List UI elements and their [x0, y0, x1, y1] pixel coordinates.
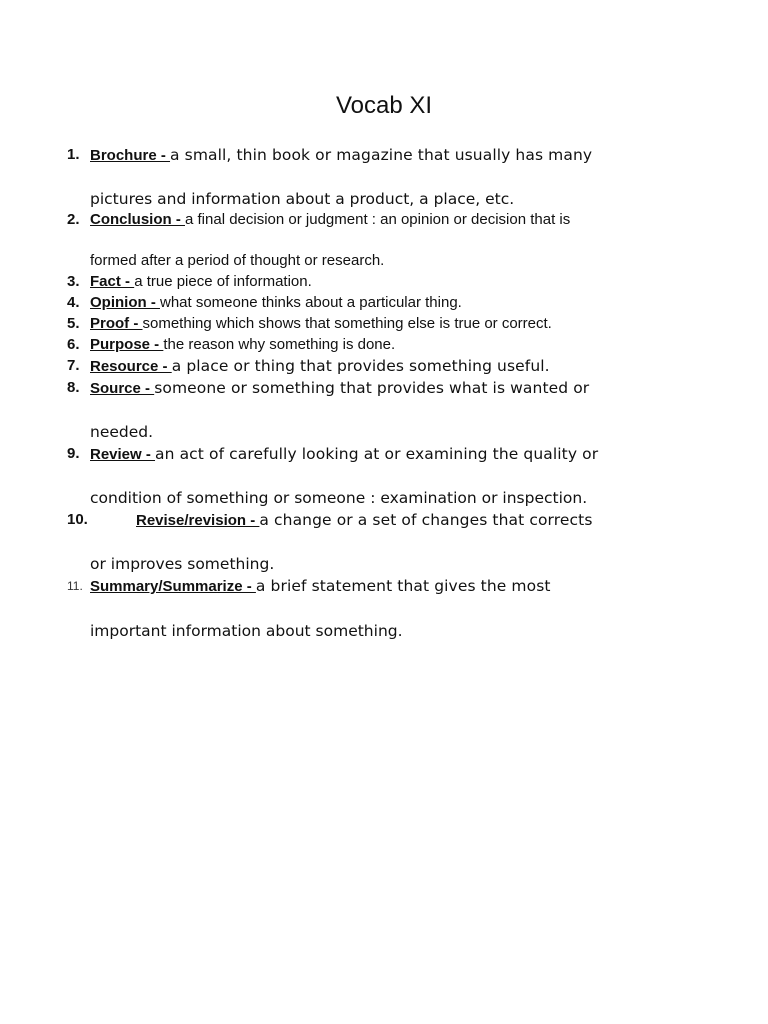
item-number: 10. — [67, 511, 88, 528]
vocab-item-revise-revision-continuation — [0, 553, 768, 575]
item-term: Proof - — [90, 315, 143, 332]
item-definition: a brief statement that gives the most — [255, 577, 551, 595]
item-definition-continuation: or improves something. — [90, 555, 275, 573]
vocab-item-source — [0, 377, 768, 399]
item-number: 6. — [67, 336, 80, 353]
item-term: Review - — [90, 446, 156, 463]
item-term: Conclusion - — [90, 211, 185, 228]
item-number: 7. — [67, 357, 80, 374]
item-term: Fact - — [90, 273, 135, 290]
vocab-item-summary-summarize — [0, 575, 768, 597]
item-definition-continuation: important information about something. — [90, 622, 403, 640]
item-definition: the reason why something is done. — [163, 336, 396, 353]
item-definition: something which shows that something else is true or correct. — [142, 315, 552, 332]
item-definition-continuation: needed. — [90, 423, 154, 441]
vocab-item-brochure — [0, 144, 768, 166]
item-term: Opinion - — [90, 294, 160, 311]
vocab-item-conclusion — [0, 209, 768, 231]
vocab-item-resource — [0, 355, 768, 377]
item-definition: a place or thing that provides something useful. — [171, 357, 550, 375]
item-term: Summary/Summarize - — [90, 578, 256, 595]
item-number: 9. — [67, 445, 80, 462]
vocab-item-review-continuation — [0, 487, 768, 509]
item-definition-continuation: pictures and information about a product, a place, etc. — [90, 190, 515, 208]
item-definition: a change or a set of changes that corrects — [259, 511, 593, 529]
item-definition-continuation: formed after a period of thought or research. — [90, 252, 385, 269]
vocab-item-review — [0, 443, 768, 465]
vocab-item-proof — [0, 313, 768, 335]
item-definition: an act of carefully looking at or examining the quality or — [155, 445, 599, 463]
item-number: 3. — [67, 273, 80, 290]
item-definition: a small, thin book or magazine that usually has many — [170, 146, 593, 164]
vocab-item-brochure-continuation — [0, 188, 768, 210]
vocab-item-revise-revision — [0, 509, 768, 531]
item-number: 1. — [67, 146, 80, 163]
item-term: Revise/revision - — [136, 512, 260, 529]
vocab-item-conclusion-continuation — [0, 250, 768, 272]
item-term: Source - — [90, 380, 155, 397]
item-number: 11. — [67, 579, 83, 593]
item-term: Brochure - — [90, 147, 171, 164]
item-number: 5. — [67, 315, 80, 332]
item-number: 2. — [67, 211, 80, 228]
item-term: Resource - — [90, 358, 172, 375]
item-definition: what someone thinks about a particular thing. — [159, 294, 462, 311]
item-definition-continuation: condition of something or someone : examination or inspection. — [90, 489, 588, 507]
item-number: 8. — [67, 379, 80, 396]
vocab-item-source-continuation — [0, 421, 768, 443]
item-definition: a true piece of information. — [134, 273, 312, 290]
item-definition: a final decision or judgment : an opinion or decision that is — [185, 211, 571, 228]
vocab-item-summary-summarize-continuation — [0, 620, 768, 642]
item-definition: someone or something that provides what is wanted or — [154, 379, 590, 397]
page-title: Vocab XI — [335, 92, 433, 119]
vocab-item-purpose — [0, 334, 768, 356]
vocab-item-opinion — [0, 292, 768, 314]
vocab-item-fact — [0, 271, 768, 293]
item-term: Purpose - — [90, 336, 164, 353]
item-number: 4. — [67, 294, 80, 311]
